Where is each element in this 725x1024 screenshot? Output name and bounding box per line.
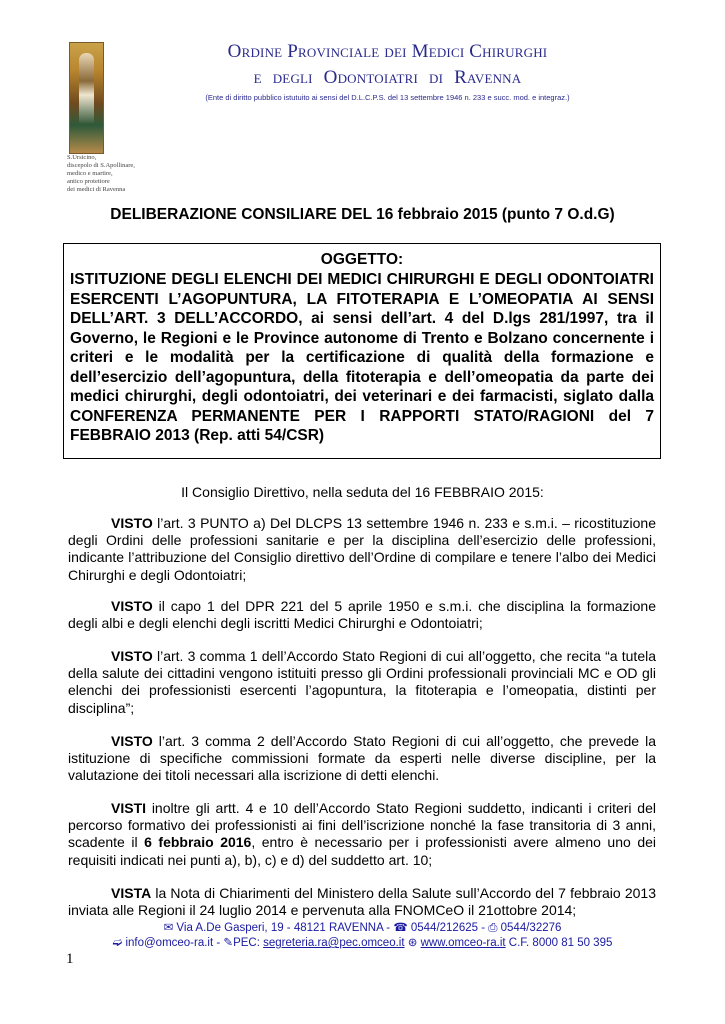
caption-line: medico e martire, <box>67 170 113 177</box>
paragraph-lead: VISTO <box>111 515 153 531</box>
footer-address-line <box>0 920 725 935</box>
paragraph-text: il capo 1 del DPR 221 del 5 aprile 1950 e s.m.i. che disciplina la formazione degli albi e degli elenchi degli iscritti Medici Chirurghi e Odontoiatri; <box>68 598 656 632</box>
footer-web-link[interactable]: www.omceo-ra.it <box>420 937 506 949</box>
paragraph-visti <box>68 800 656 869</box>
paragraph-text: l’art. 3 comma 2 dell’Accordo Stato Regioni di cui all’oggetto, che prevede la istituzione di specifiche commissioni formate da esperti nelle diverse discipline, per la valutazione dei titoli necessari alla iscrizione di detti elenchi. <box>68 733 656 784</box>
subject-text: ISTITUZIONE DEGLI ELENCHI DEI MEDICI CHIRURGHI E DEGLI ODONTOIATRI ESERCENTI L’AGOPUNTURA, LA FITOTERAPIA E L’OMEOPATIA AI SENSI DELL’ART. 3 DELL’ACCORDO, ai sensi dell’art. 4 del D.lgs 281/1997, tra il Governo, le Regioni e le Province autonome di Trento e Bolzano concernente i criteri e le modalità per la certificazione di qualità della formazione e dell’esercizio dell’agopuntura, della fitoterapia e dell’omeopatia da parte dei medici chirurghi, degli odontoiatri, dei veterinari e dei farmacisti, siglato dalla CONFERENZA PERMANENTE PER I RAPPORTI STATO/RAGIONI del 7 FEBBRAIO 2013 (Rep. atti 54/CSR) <box>70 271 654 444</box>
footer-email[interactable]: info@omceo-ra.it <box>125 937 214 949</box>
caption-line: discepolo di S.Apollinare, <box>67 162 135 169</box>
org-name-line1: Ordine Provinciale dei Medici Chirurghi <box>227 41 548 62</box>
pec-icon: ✎ <box>223 937 234 949</box>
council-intro: Il Consiglio Direttivo, nella seduta del 16 FEBBRAIO 2015: <box>181 484 544 500</box>
page-number: 1 <box>66 951 74 967</box>
envelope-icon: ✉ <box>163 922 174 934</box>
paragraph-text: la Nota di Chiarimenti del Ministero della Salute sull’Accordo del 7 febbraio 2013 inviata alle Regioni il 24 luglio 2014 e pervenuta alla FNOMCeO il 21ottobre 2014; <box>68 885 656 919</box>
caption-line: dei medici di Ravenna <box>67 186 126 193</box>
email-icon: ➫ <box>112 937 123 949</box>
telephone-icon: ☎ <box>393 922 408 934</box>
paragraph-lead: VISTO <box>111 648 153 664</box>
paragraph-visto-1 <box>68 515 656 584</box>
paragraph-lead: VISTI <box>111 800 147 816</box>
paragraph-vista <box>68 885 656 919</box>
footer-address: Via A.De Gasperi, 19 - 48121 RAVENNA - <box>176 922 394 934</box>
paragraph-lead: VISTA <box>111 885 152 901</box>
paragraph-text: l’art. 3 comma 1 dell’Accordo Stato Regioni di cui all’oggetto, che recita “a tutela della salute dei cittadini vengono istituiti presso gli Ordini professionali provinciali MC e OD gli elenchi dei professionisti esercenti l’agopuntura, la fitoterapia e l’omeopatia, distinti per disciplina”; <box>68 648 656 716</box>
subject-box <box>63 243 661 459</box>
deliberation-title: DELIBERAZIONE CONSILIARE DEL 16 febbraio 2015 (punto 7 O.d.G) <box>110 206 615 223</box>
footer-contact-line: ➫ info@omceo-ra.it - ✎PEC: segreteria.ra@pec.omceo.it ⊛ www.omceo-ra.it C.F. 8000 81 50 395 <box>112 937 613 949</box>
deadline-date: 6 febbraio 2016 <box>144 834 252 851</box>
org-name-line2: e degli Odontoiatri di Ravenna <box>253 67 522 88</box>
caption-line: antico protettore <box>67 178 110 185</box>
paragraph-text: , entro è necessario per i professionisti avere almeno uno dei requisiti indicati nei punti a), b), c) e d) del suddetto art. 10; <box>68 834 656 868</box>
footer-cf: C.F. 8000 81 50 395 <box>505 937 613 949</box>
logo-caption <box>67 154 177 194</box>
paragraph-text: inoltre gli artt. 4 e 10 dell’Accordo Stato Regioni suddetto, indicanti i criteri del percorso formativo dei professionisti ai fini dell’iscrizione nonché la fase transitoria di 3 anni, scadente il <box>68 800 656 851</box>
footer-pec-link[interactable]: segreteria.ra@pec.omceo.it <box>263 937 405 949</box>
org-legal-note: (Ente di diritto pubblico istutuito ai sensi del D.L.C.P.S. del 13 settembre 1946 n. 233 e succ. mod. e integraz.) <box>205 93 570 102</box>
paragraph-visto-2 <box>68 598 656 632</box>
paragraph-lead: VISTO <box>111 733 153 749</box>
footer-pec-label: PEC: <box>233 937 260 949</box>
paragraph-text: l’art. 3 PUNTO a) Del DLCPS 13 settembre 1946 n. 233 e s.m.i. – ricostituzione degli Ordini delle professioni sanitarie e per la disciplina dell’esercizio delle professioni, indicante l’attribuzione del Consiglio direttivo dell’Ordine di compilare e tenere l’albo dei Medici Chirurghi e degli Odontoiatri; <box>68 515 656 583</box>
paragraph-visto-3 <box>68 648 656 717</box>
subject-heading: OGGETTO: <box>320 251 404 268</box>
footer-phone: 0544/212625 - <box>410 922 489 934</box>
web-icon: ⊛ <box>407 937 418 949</box>
paragraph-lead: VISTO <box>111 598 153 614</box>
paragraph-visto-4 <box>68 733 656 785</box>
caption-line: S.Ursicino, <box>67 154 97 161</box>
footer-fax: 0544/32276 <box>500 922 562 934</box>
fax-icon: ⎙ <box>488 922 498 934</box>
